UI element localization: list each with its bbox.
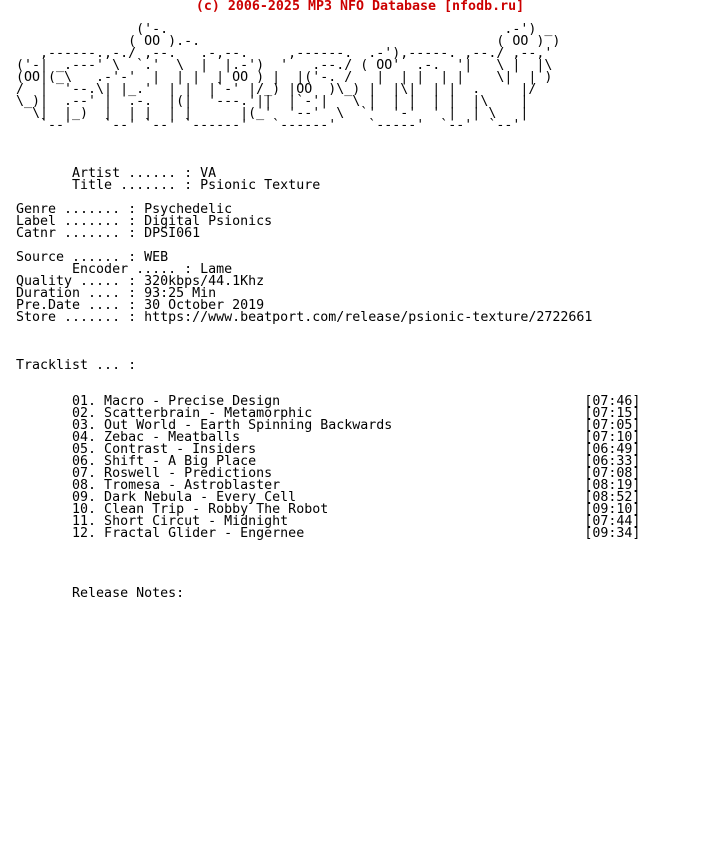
track-row: 07. Roswell - Predictions [07:08] — [16, 466, 641, 481]
track-row: 02. Scatterbrain - Metamorphic [07:15] — [16, 406, 641, 421]
info-source: Source ...... : WEB — [16, 250, 169, 265]
info-store: Store ....... : https://www.beatport.com/release/psionic-texture/2722661 — [16, 310, 593, 325]
ascii-logo — [16, 24, 640, 132]
release-notes — [16, 540, 640, 600]
ascii-logo-line: \| |_) | | | | | |(_' '--' \ `' '-' ' | | \ | — [16, 106, 529, 121]
track-row: 10. Clean Trip - Robby The Robot [09:10] — [16, 502, 641, 517]
info-genre: Genre ....... : Psychedelic — [16, 202, 233, 217]
info-catnr: Catnr ....... : DPSI061 — [16, 226, 201, 241]
tracklist-heading: Tracklist ... : — [16, 358, 137, 373]
info-predate: Pre.Date .... : 30 October 2019 — [16, 298, 265, 313]
ascii-logo-line: (OO|(_\ .-'-' | | | | OO ) | |('-. / | | | | | \| | ) — [16, 70, 553, 85]
track-row: 01. Macro - Precise Design [07:46] — [16, 394, 641, 409]
ascii-logo-line: ,------.,-./ ,--. .-,--. ,------. .-'),-----. ,--./ ,--,' — [16, 46, 553, 61]
site-header: (c) 2006-2025 MP3 NFO Database [nfodb.ru] — [195, 0, 525, 14]
info-duration: Duration .... : 93:25 Min — [16, 286, 217, 301]
tracklist — [16, 396, 640, 540]
release-notes-heading: Release Notes: — [16, 586, 185, 601]
info-quality: Quality ..... : 320kbps/44.1Khz — [16, 274, 265, 289]
nfo-document — [16, 24, 640, 600]
notes-blank — [16, 540, 640, 552]
track-row: 12. Fractal Glider - Engernee [09:34] — [16, 526, 641, 541]
ascii-logo-line: ('-. .-') _ — [16, 22, 553, 37]
notes-blank — [16, 552, 640, 564]
info-artist: Artist ...... : VA — [16, 166, 217, 181]
info-blank — [16, 372, 640, 384]
track-row: 04. Zebac - Meatballs [07:10] — [16, 430, 641, 445]
ascii-logo-line: / | '--.\| |_.' | | |`-' |/_) |OO )\_) | |\| | | . |/ — [16, 82, 537, 97]
info-title: Title ....... : Psionic Texture — [16, 178, 321, 193]
track-row: 09. Dark Nebula - Every Cell [08:52] — [16, 490, 641, 505]
track-row: 03. Out World - Earth Spinning Backwards [07:05] — [16, 418, 641, 433]
info-blank — [16, 324, 640, 336]
track-row: 06. Shift - A Big Place [06:33] — [16, 454, 641, 469]
info-label: Label ....... : Digital Psionics — [16, 214, 273, 229]
track-row: 11. Short Circut - Midnight [07:44] — [16, 514, 641, 529]
ascii-logo-line: `--' `--' `--' `------' `------' `-----' `--' `--' — [16, 118, 521, 133]
notes-blank — [16, 564, 640, 576]
ascii-logo-line: \_)| .--' | .-. |(| '---.'|| |`-'| \ | | | | | |\ | — [16, 94, 529, 109]
track-row: 08. Tromesa - Astroblaster [08:19] — [16, 478, 641, 493]
info-encoder: Encoder ..... : Lame — [16, 262, 233, 277]
ascii-logo-line: ( OO ).-. ( OO ) ) — [16, 34, 561, 49]
ascii-logo-line: ('-| _.---' \ `.' \ | |.-') ' .--./ ( OO' .-. '| \ | |\ — [16, 58, 553, 73]
info-blank — [16, 336, 640, 348]
release-info — [16, 168, 640, 396]
track-row: 05. Contrast - Insiders [06:49] — [16, 442, 641, 457]
